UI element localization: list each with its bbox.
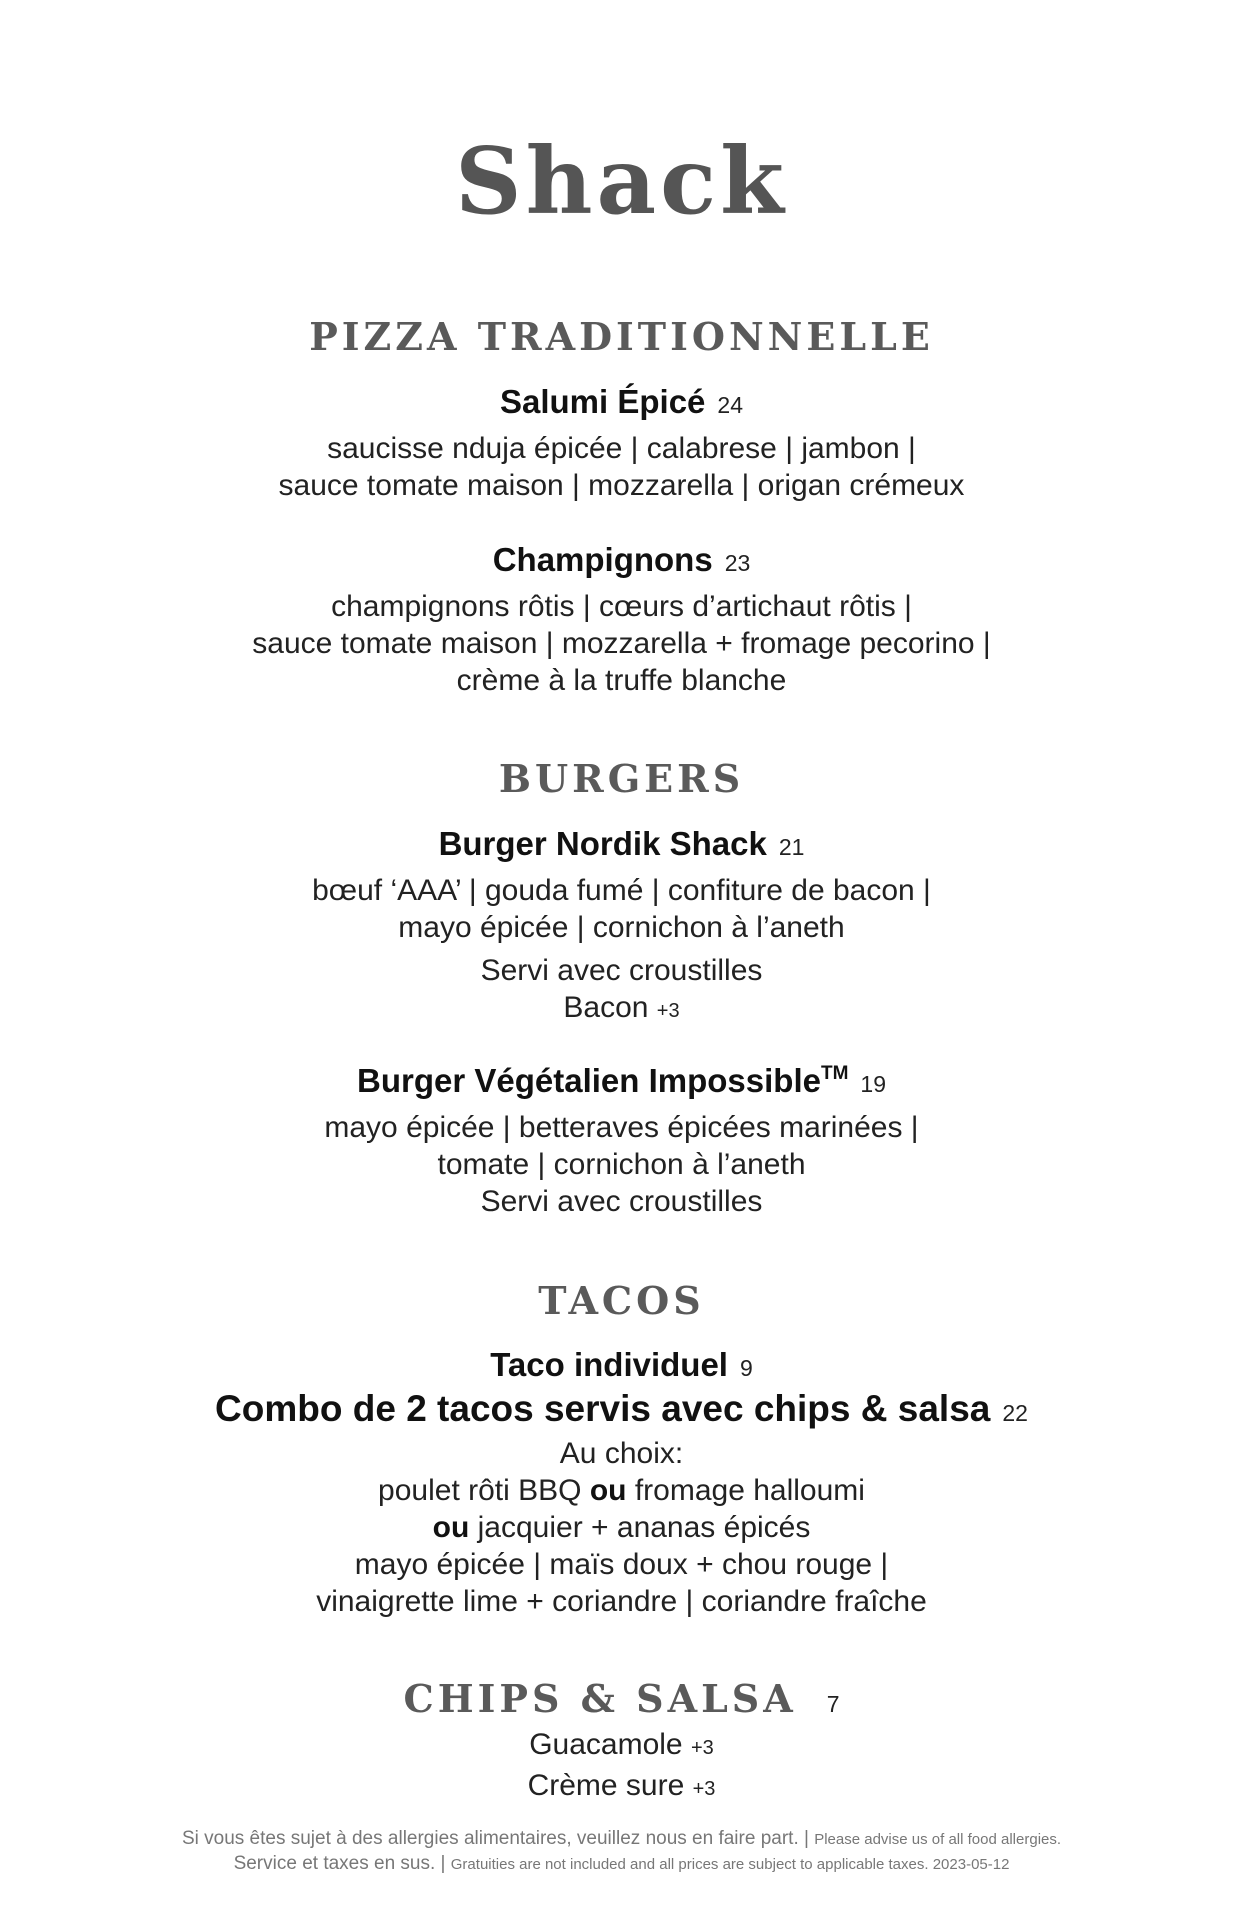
description-line: crème à la truffe blanche (456, 664, 787, 697)
item-name-champignons (0, 543, 1243, 576)
footer-text-en: Gratuities are not included and all prices are subject to applicable taxes. 2023-05-12 (450, 1856, 1010, 1873)
section-title-tacos: TACOS (538, 1278, 705, 1323)
trademark-mark: TM (820, 1063, 849, 1084)
extra-option-guacamole (0, 1726, 1243, 1767)
item-description-burger-nordik (0, 872, 1243, 946)
item-price: 22 (1002, 1400, 1028, 1426)
description-line: champignons rôtis | cœurs d’artichaut rôtis | (331, 590, 912, 623)
extra-price: +3 (690, 1737, 714, 1759)
item-name-label: Taco individuel (490, 1346, 728, 1383)
description-line: mayo épicée | maïs doux + chou rouge | (354, 1548, 889, 1581)
section-title-pizza: PIZZA TRADITIONNELLE (309, 314, 934, 359)
chips-extras (0, 1726, 1243, 1808)
description-line: sauce tomate maison | mozzarella + fromage pecorino | (252, 627, 991, 660)
extra-price: +3 (656, 1000, 680, 1022)
item-price: 7 (826, 1691, 840, 1717)
item-description-tacos (0, 1435, 1243, 1620)
served-with-note (0, 952, 1243, 1030)
item-name-salumi (0, 385, 1243, 418)
choice-line (0, 1472, 1243, 1509)
item-name-taco-combo (0, 1390, 1243, 1427)
footer-text-fr: Si vous êtes sujet à des allergies alimentaires, veuillez nous en faire part. | (181, 1828, 815, 1849)
description-line: mayo épicée | betteraves épicées marinées | (324, 1111, 919, 1144)
item-name-burger-nordik (0, 827, 1243, 860)
description-line: bœuf ‘AAA’ | gouda fumé | confiture de bacon | (312, 874, 931, 907)
choice-option: poulet rôti BBQ (378, 1474, 590, 1507)
extra-option-creme-sure (0, 1767, 1243, 1808)
description-line: sauce tomate maison | mozzarella | origan crémeux (278, 469, 965, 502)
footer-text-en: Please advise us of all food allergies. (814, 1831, 1062, 1848)
description-line: tomate | cornichon à l’aneth (437, 1148, 806, 1181)
item-name-taco-individuel (0, 1348, 1243, 1381)
choice-option: jacquier + ananas épicés (469, 1511, 811, 1544)
footer-text-fr: Service et taxes en sus. | (233, 1853, 451, 1874)
footer-notice (0, 1827, 1243, 1877)
extra-name: Guacamole (529, 1728, 683, 1761)
description-line: vinaigrette lime + coriandre | coriandre fraîche (316, 1585, 927, 1618)
footer-taxes-line (0, 1852, 1243, 1877)
choice-line (0, 1509, 1243, 1546)
item-name-label: Combo de 2 tacos servis avec chips & salsa (215, 1388, 991, 1429)
section-title-label: CHIPS & SALSA (403, 1676, 797, 1721)
choice-label: Au choix: (559, 1437, 684, 1470)
section-title-chips (0, 1676, 1243, 1721)
item-description-burger-vegetalien (0, 1109, 1243, 1220)
extra-price: +3 (692, 1778, 716, 1800)
or-word: ou (432, 1511, 470, 1544)
extra-name: Crème sure (527, 1769, 685, 1802)
item-description-salumi (0, 430, 1243, 504)
item-price: 19 (860, 1071, 886, 1097)
item-price: 21 (778, 834, 805, 860)
or-word: ou (589, 1474, 627, 1507)
item-price: 23 (724, 550, 751, 576)
description-line: saucisse nduja épicée | calabrese | jambon | (327, 432, 916, 465)
served-with-line: Servi avec croustilles (480, 954, 763, 987)
item-name-label: Burger Végétalien Impossible (357, 1062, 821, 1099)
extra-option-bacon (0, 989, 1243, 1030)
restaurant-name: Shack (455, 127, 788, 235)
item-description-champignons (0, 588, 1243, 699)
item-name-label: Salumi Épicé (499, 383, 706, 420)
description-line: Servi avec croustilles (480, 1185, 763, 1218)
extra-name: Bacon (563, 991, 649, 1024)
item-price: 9 (739, 1355, 753, 1381)
choice-option: fromage halloumi (626, 1474, 865, 1507)
description-line: mayo épicée | cornichon à l’aneth (398, 911, 845, 944)
item-price: 24 (717, 392, 743, 418)
item-name-label: Champignons (492, 541, 713, 578)
item-name-burger-vegetalien (0, 1064, 1243, 1097)
footer-allergy-line (0, 1827, 1243, 1852)
item-name-label: Burger Nordik Shack (438, 825, 767, 862)
section-title-burgers: BURGERS (498, 756, 745, 801)
